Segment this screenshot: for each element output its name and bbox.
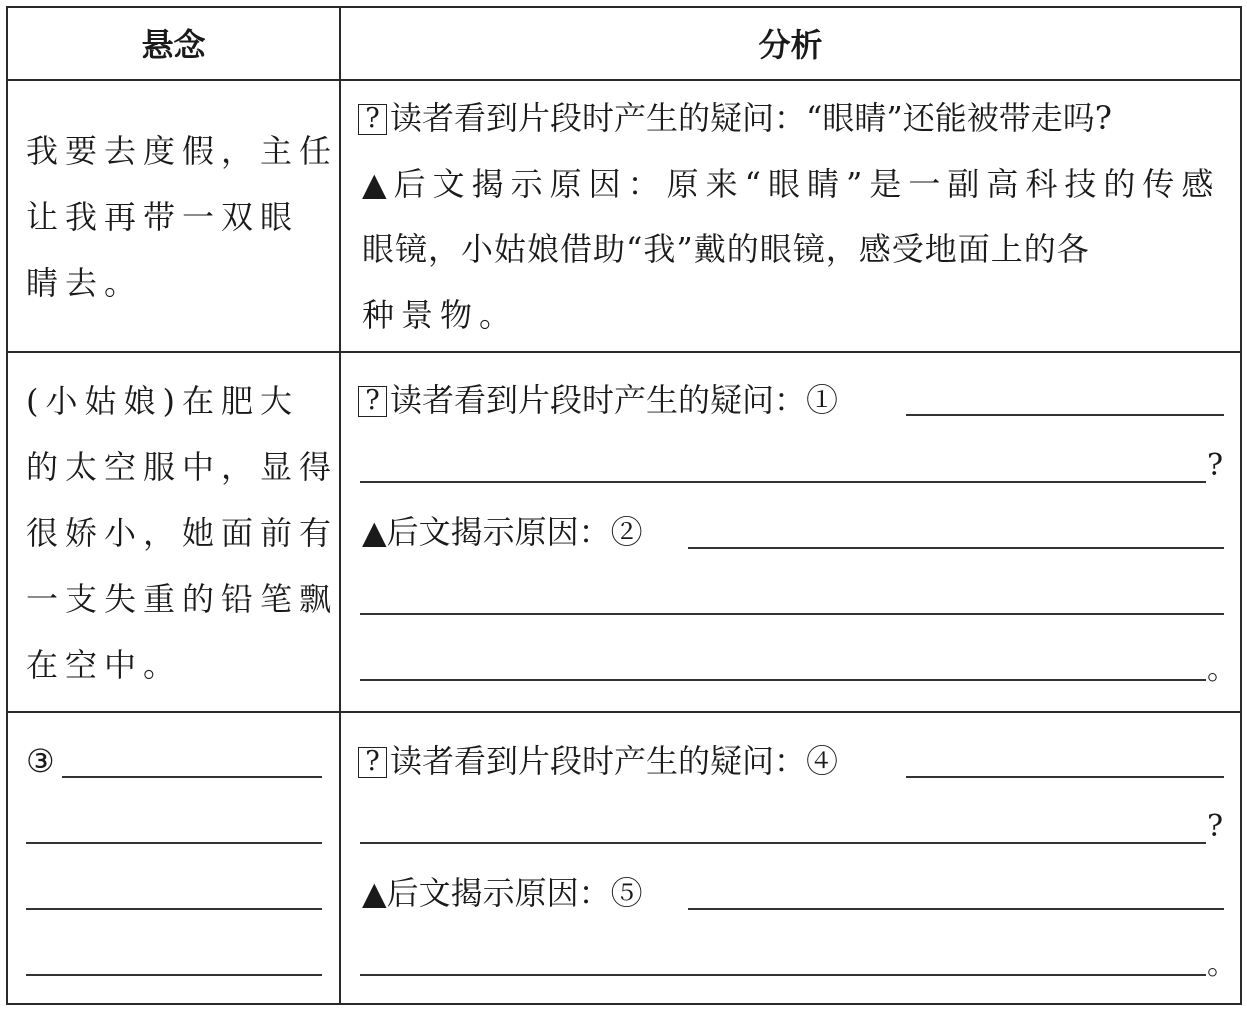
reason-prefix: 后文揭示原因： bbox=[386, 874, 611, 912]
row3-reason bbox=[362, 873, 643, 913]
triangle-icon: ▲ bbox=[362, 165, 394, 203]
question-prefix: 读者看到片段时产生的疑问： bbox=[390, 99, 807, 137]
header-divider bbox=[6, 79, 1242, 81]
row1-question-text: “眼睛”还能被带走吗? bbox=[806, 99, 1112, 137]
answer-blank-4b[interactable] bbox=[360, 842, 1206, 844]
answer-blank-2a[interactable] bbox=[688, 547, 1224, 549]
blank-number-1: ① bbox=[806, 381, 839, 419]
answer-blank-5a[interactable] bbox=[688, 908, 1224, 910]
question-box-icon: ? bbox=[358, 104, 387, 135]
blank-number-4: ④ bbox=[806, 742, 839, 780]
triangle-icon: ▲ bbox=[362, 874, 387, 912]
period-mark: 。 bbox=[1207, 652, 1237, 687]
question-box-icon: ? bbox=[358, 386, 387, 417]
header-suspense: 悬念 bbox=[141, 25, 206, 64]
table-border-left bbox=[6, 6, 8, 1005]
row1-reason-line-2: 眼镜，小姑娘借助“我”戴的眼镜，感受地面上的各 bbox=[362, 230, 1090, 268]
answer-blank-2b[interactable] bbox=[360, 613, 1224, 615]
row2-reason bbox=[362, 512, 643, 552]
question-mark: ? bbox=[1207, 809, 1224, 844]
row1-suspense-line-1: 我要去度假，主任 bbox=[26, 132, 339, 170]
question-prefix: 读者看到片段时产生的疑问： bbox=[390, 742, 807, 780]
row1-reason-line-3: 种景物。 bbox=[362, 296, 519, 334]
table-border-right bbox=[1240, 6, 1242, 1005]
column-divider bbox=[339, 6, 341, 1005]
row3-suspense-blank-number: ③ bbox=[26, 742, 55, 780]
row1-suspense-line-3: 睛去。 bbox=[26, 264, 144, 302]
header-analysis: 分析 bbox=[758, 25, 823, 64]
row2-suspense-line-4: 一支失重的铅笔飘 bbox=[26, 580, 339, 618]
row2-suspense-line-2: 的太空服中，显得 bbox=[26, 448, 339, 486]
row2-question bbox=[358, 380, 838, 420]
answer-blank-3c[interactable] bbox=[26, 908, 322, 910]
answer-blank-1a[interactable] bbox=[906, 414, 1224, 416]
row-divider-2 bbox=[6, 711, 1242, 713]
question-prefix: 读者看到片段时产生的疑问： bbox=[390, 381, 807, 419]
row2-suspense-line-1: (小姑娘)在肥大 bbox=[26, 382, 299, 420]
answer-blank-2c[interactable] bbox=[360, 679, 1206, 681]
row-divider-1 bbox=[6, 351, 1242, 353]
answer-blank-3b[interactable] bbox=[26, 842, 322, 844]
answer-blank-1b[interactable] bbox=[360, 481, 1206, 483]
row2-suspense-line-5: 在空中。 bbox=[26, 646, 183, 684]
table-border-bottom bbox=[6, 1003, 1242, 1005]
reason-prefix: 后文揭示原因： bbox=[386, 513, 611, 551]
blank-number-2: ② bbox=[610, 513, 643, 551]
row1-reason-line-1 bbox=[362, 164, 1220, 204]
triangle-icon: ▲ bbox=[362, 513, 387, 551]
reason-prefix: 后文揭示原因： bbox=[393, 165, 667, 203]
question-mark: ? bbox=[1207, 448, 1224, 483]
row2-suspense-line-3: 很娇小，她面前有 bbox=[26, 514, 339, 552]
answer-blank-4a[interactable] bbox=[906, 776, 1224, 778]
answer-blank-5b[interactable] bbox=[360, 974, 1206, 976]
row1-question bbox=[358, 98, 1112, 138]
answer-blank-3a[interactable] bbox=[62, 776, 322, 778]
row1-suspense-line-2: 让我再带一双眼 bbox=[26, 198, 300, 236]
row1-reason-text-1: 原来“眼睛”是一副高科技的传感 bbox=[666, 165, 1221, 203]
answer-blank-3d[interactable] bbox=[26, 974, 322, 976]
period-mark: 。 bbox=[1207, 947, 1237, 982]
blank-number-5: ⑤ bbox=[610, 874, 643, 912]
question-box-icon: ? bbox=[358, 747, 387, 778]
row3-question bbox=[358, 741, 838, 781]
